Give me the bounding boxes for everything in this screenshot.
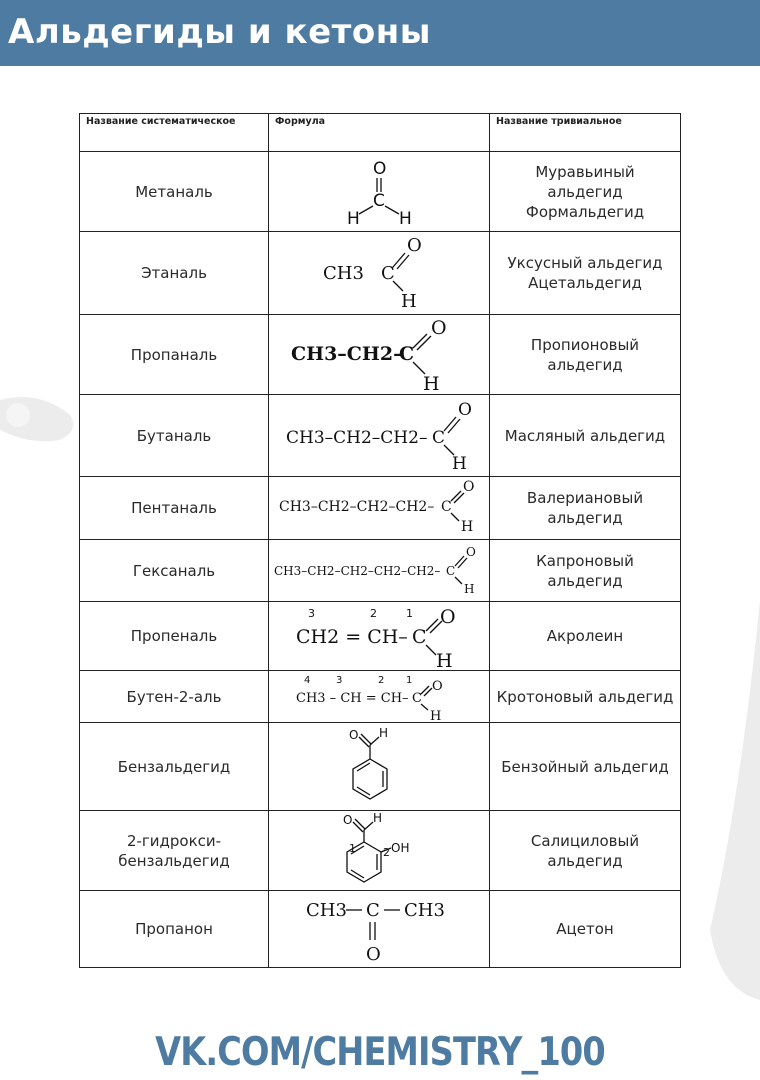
svg-text:O: O: [462, 479, 474, 495]
svg-text:H: H: [464, 581, 475, 596]
systematic-name: Гексаналь: [80, 540, 269, 602]
table-row: [80, 315, 681, 395]
svg-text:O: O: [373, 158, 387, 179]
column-header-formula: Формула: [269, 114, 490, 152]
propenal-formula: [294, 603, 464, 669]
svg-text:CH3–CH2–: CH3–CH2–: [291, 342, 403, 365]
svg-text:OH: OH: [391, 840, 410, 855]
svg-text:H: H: [347, 208, 360, 228]
svg-text:C: C: [412, 626, 427, 648]
methanal-formula: [329, 156, 429, 228]
svg-text:3: 3: [336, 674, 343, 686]
svg-text:H: H: [373, 811, 383, 825]
table-row: [80, 891, 681, 968]
svg-text:O: O: [431, 317, 447, 339]
svg-text:C: C: [446, 563, 456, 578]
svg-text:CH3: CH3: [306, 900, 347, 921]
footer-link[interactable]: VK.COM/CHEMISTRY_100: [155, 1030, 605, 1075]
systematic-name: Пропеналь: [80, 602, 269, 671]
trivial-name: Кротоновый альдегид: [490, 671, 681, 723]
svg-text:C: C: [366, 900, 380, 921]
systematic-name: 2-гидрокси-бензальдегид: [80, 811, 269, 891]
svg-text:CH3: CH3: [404, 900, 445, 921]
trivial-name: Ацетон: [490, 891, 681, 968]
svg-text:CH2 = CH–: CH2 = CH–: [296, 626, 408, 648]
formula-cell: [269, 723, 490, 811]
table-row: [80, 232, 681, 315]
trivial-name: Акролеин: [490, 602, 681, 671]
svg-text:CH3 – CH = CH–: CH3 – CH = CH–: [296, 690, 409, 706]
svg-text:H: H: [460, 519, 473, 535]
table-row: [80, 395, 681, 477]
svg-text:CH3: CH3: [323, 263, 364, 284]
trivial-name: Салициловый альдегид: [490, 811, 681, 891]
systematic-name: Пропаналь: [80, 315, 269, 395]
table-row: [80, 723, 681, 811]
svg-text:CH3–CH2–CH2–CH2–CH2–: CH3–CH2–CH2–CH2–CH2–: [274, 563, 441, 578]
systematic-name: Бензальдегид: [80, 723, 269, 811]
svg-text:2: 2: [370, 607, 377, 620]
svg-text:O: O: [432, 678, 443, 694]
trivial-name: Пропионовый альдегид: [490, 315, 681, 395]
svg-text:C: C: [399, 342, 415, 365]
systematic-name: Бутаналь: [80, 395, 269, 477]
svg-text:C: C: [412, 690, 422, 706]
table-row: [80, 152, 681, 232]
svg-text:O: O: [458, 399, 472, 420]
formula-cell: [269, 811, 490, 891]
salicylaldehyde-formula: [329, 812, 429, 890]
systematic-name: Этаналь: [80, 232, 269, 315]
svg-text:C: C: [432, 427, 446, 448]
formula-cell: [269, 232, 490, 315]
table-row: [80, 811, 681, 891]
benzaldehyde-formula: [339, 725, 419, 809]
table-row: [80, 671, 681, 723]
background-decoration-left: [0, 370, 90, 470]
svg-text:H: H: [423, 372, 440, 392]
table-header-row: [80, 114, 681, 152]
formula-cell: [269, 152, 490, 232]
svg-text:O: O: [466, 544, 476, 559]
svg-text:C: C: [440, 499, 452, 515]
svg-text:2: 2: [383, 845, 390, 859]
svg-text:H: H: [452, 453, 467, 473]
svg-text:O: O: [343, 812, 353, 827]
svg-text:H: H: [399, 208, 412, 228]
systematic-name: Метаналь: [80, 152, 269, 232]
table-row: [80, 477, 681, 540]
svg-text:1: 1: [406, 607, 413, 620]
svg-text:O: O: [366, 944, 381, 965]
systematic-name: Бутен-2-аль: [80, 671, 269, 723]
svg-text:4: 4: [304, 674, 311, 686]
svg-text:H: H: [430, 708, 442, 722]
pentanal-formula: [277, 479, 482, 537]
svg-text:C: C: [373, 190, 385, 211]
trivial-name: Муравьиный альдегид Формальдегид: [490, 152, 681, 232]
svg-text:O: O: [440, 606, 456, 628]
systematic-name: Пропанон: [80, 891, 269, 968]
trivial-name: Масляный альдегид: [490, 395, 681, 477]
formula-cell: [269, 540, 490, 602]
trivial-name: Капроновый альдегид: [490, 540, 681, 602]
svg-text:H: H: [379, 725, 389, 740]
svg-text:CH3–CH2–CH2–CH2–: CH3–CH2–CH2–CH2–: [278, 499, 434, 515]
systematic-name: Пентаналь: [80, 477, 269, 540]
hexanal-formula: [274, 543, 484, 599]
svg-text:1: 1: [349, 841, 356, 855]
propanal-formula: [289, 318, 469, 392]
svg-text:2: 2: [378, 674, 385, 686]
ethanal-formula: [319, 235, 439, 311]
trivial-name: Бензойный альдегид: [490, 723, 681, 811]
butenal-formula: [294, 672, 464, 722]
aldehydes-table: [79, 113, 681, 968]
acetone-formula: [304, 892, 454, 966]
svg-text:O: O: [349, 727, 359, 742]
formula-cell: [269, 891, 490, 968]
column-header-systematic: Название систематическое: [80, 114, 269, 152]
background-decoration-right: [680, 600, 760, 1020]
svg-text:O: O: [407, 235, 422, 256]
svg-text:CH3–CH2–CH2–: CH3–CH2–CH2–: [286, 427, 428, 448]
column-header-trivial: Название тривиальное: [490, 114, 681, 152]
formula-cell: [269, 395, 490, 477]
svg-text:1: 1: [406, 674, 413, 686]
butanal-formula: [284, 399, 474, 473]
header-banner: [0, 0, 760, 66]
trivial-name: Уксусный альдегид Ацетальдегид: [490, 232, 681, 315]
formula-cell: [269, 602, 490, 671]
table-row: [80, 540, 681, 602]
page-title: Альдегиды и кетоны: [8, 12, 431, 52]
svg-text:H: H: [401, 291, 417, 311]
table-row: [80, 602, 681, 671]
svg-text:C: C: [381, 263, 395, 284]
svg-text:3: 3: [308, 607, 315, 620]
formula-cell: [269, 671, 490, 723]
svg-text:H: H: [436, 650, 453, 669]
formula-cell: [269, 315, 490, 395]
trivial-name: Валериановый альдегид: [490, 477, 681, 540]
formula-cell: [269, 477, 490, 540]
